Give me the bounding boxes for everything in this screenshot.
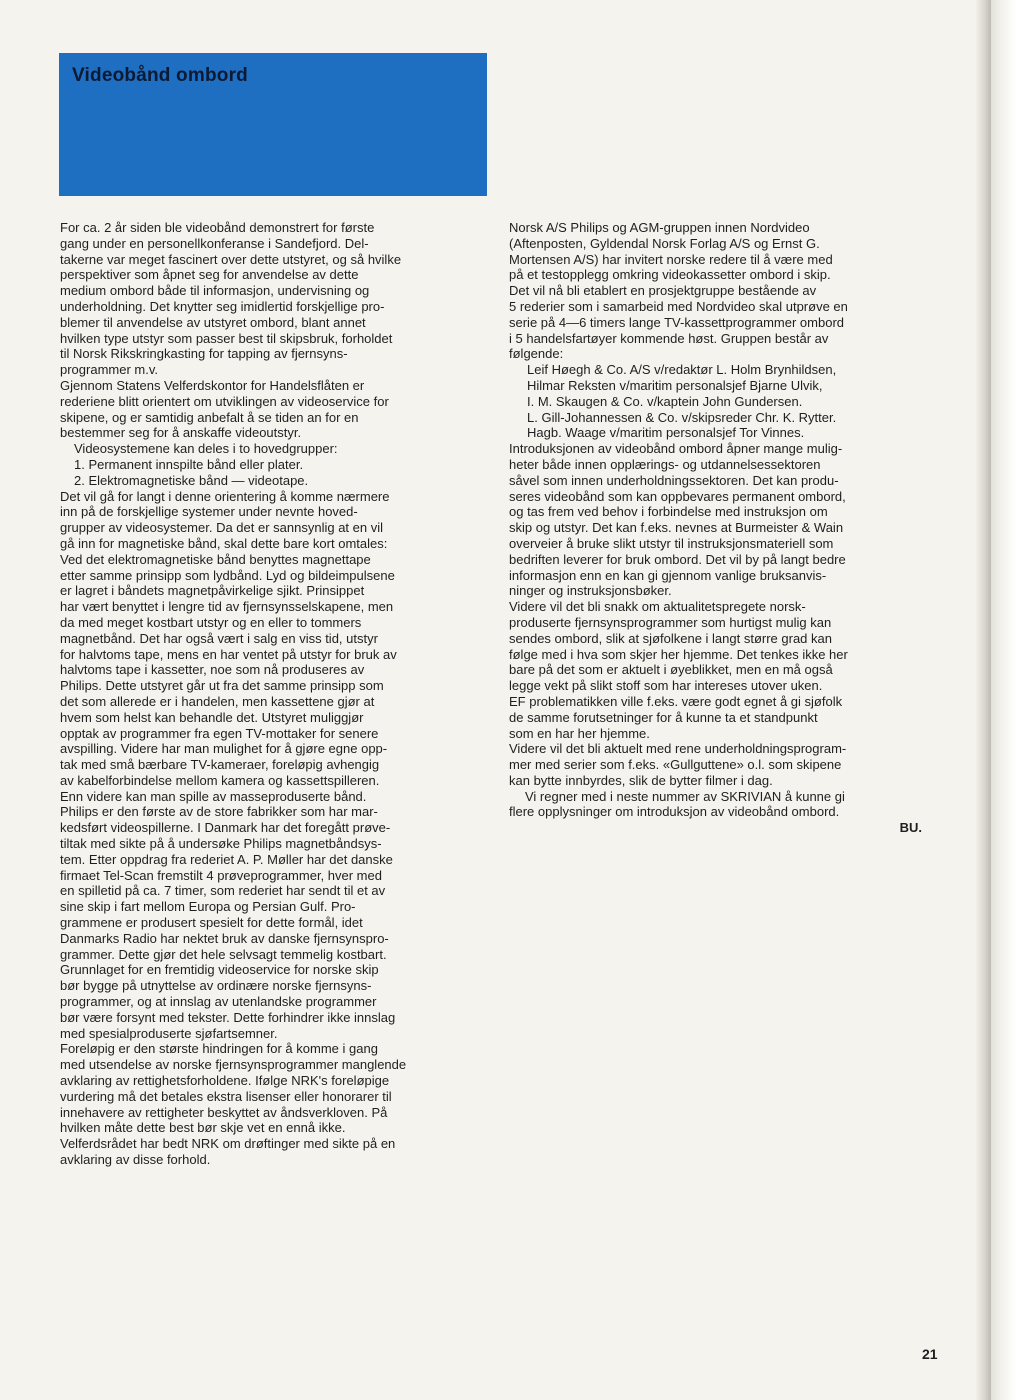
text-line: grammene er produsert spesielt for dette formål, idet	[60, 915, 363, 931]
text-line: medium ombord både til informasjon, undervisning og	[60, 283, 370, 299]
text-line: som en har her hjemme.	[509, 725, 650, 741]
text-line: mer med serier som f.eks. «Gullguttene» o.l. som skipene	[509, 757, 842, 773]
list-item: Hagb. Waage v/maritim personalsjef Tor Vinnes.	[527, 425, 805, 441]
list-item: 2. Elektromagnetiske bånd — videotape.	[74, 472, 309, 488]
text-line: kedsført videospillerne. I Danmark har det foregått prøve-	[60, 820, 391, 836]
list-item: I. M. Skaugen & Co. v/kaptein John Gundersen.	[527, 393, 803, 409]
text-line: Videre vil det bli snakk om aktualitetspregete norsk-	[509, 599, 806, 615]
text-line: følgende:	[509, 346, 564, 362]
text-line: Danmarks Radio har nektet bruk av danske fjernsynspro-	[60, 930, 389, 946]
text-line: Philips er den første av de store fabrikker som har mar-	[60, 804, 378, 820]
text-line: vurdering må det betales ekstra lisenser eller honorarer til	[60, 1088, 392, 1104]
text-line: Videosystemene kan deles i to hovedgrupper:	[74, 441, 338, 457]
text-line: Videre vil det bli aktuelt med rene underholdningsprogram-	[509, 741, 847, 757]
text-line: hvilken type utstyr som passer best til skipsbruk, forholdet	[60, 330, 393, 346]
text-line: etter samme prinsipp som lydbånd. Lyd og bildeimpulsene	[60, 567, 395, 583]
text-line: hvilken måte dette best bør skje vet en ennå ikke.	[60, 1120, 346, 1136]
text-line: Vi regner med i neste nummer av SKRIVIAN å kunne gi	[525, 788, 845, 804]
text-line: i 5 handelsfartøyer kommende høst. Gruppen består av	[509, 330, 829, 346]
left-column	[60, 220, 490, 1168]
text-line: Introduksjonen av videobånd ombord åpner mange mulig-	[509, 441, 843, 457]
text-line: Philips. Dette utstyret går ut fra det samme prinsipp som	[60, 678, 384, 694]
text-line: bestemmer seg for å anskaffe videoutstyr.	[60, 425, 302, 441]
text-line: gå inn for magnetiske bånd, skal dette bare kort omtales:	[60, 535, 388, 551]
text-line: EF problematikken ville f.eks. være godt egnet å gi sjøfolk	[509, 693, 843, 709]
text-line: såvel som innen underholdningssektoren. Det kan produ-	[509, 472, 839, 488]
text-line: ninger og instruksjonsbøker.	[509, 583, 672, 599]
text-line: Grunnlaget for en fremtidig videoservice for norske skip	[60, 962, 379, 978]
text-line: tem. Etter oppdrag fra rederiet A. P. Møller har det danske	[60, 851, 393, 867]
text-line: informasjon enn en kan gi gjennom vanlige bruksanvis-	[509, 567, 827, 583]
page-number: 21	[922, 1346, 938, 1362]
text-line: serie på 4—6 timers lange TV-kassettprogrammer ombord	[509, 314, 845, 330]
text-line: skipene, og er samtidig anbefalt å se tiden an for en	[60, 409, 359, 425]
text-line: har vært benyttet i lengre tid av fjernsynsselskapene, men	[60, 599, 394, 615]
text-line: bare på det som er aktuelt i øyeblikket, men en må også	[509, 662, 833, 678]
author-signature: BU.	[899, 820, 922, 836]
text-line: er lagret i båndets magnetpåvirkelige sjikt. Prinsippet	[60, 583, 365, 599]
text-line: Det vil gå for langt i denne orientering å komme nærmere	[60, 488, 390, 504]
text-line: tiltak med sikte på å undersøke Philips magnetbåndsys-	[60, 836, 382, 852]
text-line: Gjennom Statens Velferdskontor for Handelsflåten er	[60, 377, 365, 393]
text-line: bør bygge på utnyttelse av ordinære norske fjernsyns-	[60, 978, 372, 994]
text-line: firmaet Tel-Scan fremstilt 4 prøveprogrammer, hver med	[60, 867, 382, 883]
text-line: For ca. 2 år siden ble videobånd demonstrert for første	[60, 220, 375, 235]
text-line: takerne var meget fascinert over dette utstyret, og så hvilke	[60, 251, 402, 267]
text-line: (Aftenposten, Gyldendal Norsk Forlag A/S og Ernst G.	[509, 235, 820, 251]
text-line: flere opplysninger om introduksjon av videobånd ombord.	[509, 804, 840, 820]
text-line: bør være forsynt med tekster. Dette forhindrer ikke innslag	[60, 1009, 396, 1025]
article-title: Videobånd ombord	[72, 65, 248, 86]
text-line: på et testopplegg omkring videokassetter ombord i skip.	[509, 267, 831, 283]
list-item: Hilmar Reksten v/maritim personalsjef Bjarne Ulvik,	[527, 377, 823, 393]
text-line: med spesialproduserte sjøfartsemner.	[60, 1025, 278, 1041]
text-line: bedriften leverer for bruk ombord. Det vil by på langt bedre	[509, 551, 846, 567]
text-line: gang under en personellkonferanse i Sandefjord. Del-	[60, 235, 369, 251]
text-line: Velferdsrådet har bedt NRK om drøftinger med sikte på en	[60, 1136, 396, 1152]
text-line: rederiene blitt orientert om utviklingen av videoservice for	[60, 393, 389, 409]
list-item: Leif Høegh & Co. A/S v/redaktør L. Holm Brynhildsen,	[527, 362, 837, 378]
text-line: avklaring av disse forhold.	[60, 1152, 211, 1168]
text-line: grammer. Dette gjør det hele selvsagt temmelig kostbart.	[60, 946, 387, 962]
page-edge-shadow	[975, 0, 991, 1400]
text-line: og tas frem ved behov i forbindelse med instruksjon om	[509, 504, 828, 520]
text-line: legge vekt på slikt stoff som har intereses utover uken.	[509, 678, 823, 694]
text-line: overveier å bruke slikt utstyr til instruksjonsmateriell som	[509, 535, 834, 551]
text-line: da med meget kostbart utstyr og en eller to tommers	[60, 614, 362, 630]
text-line: 5 rederier som i samarbeid med Nordvideo skal utprøve en	[509, 298, 848, 314]
text-line: programmer, og at innslag av utenlandske programmer	[60, 994, 377, 1010]
text-line: innehavere av rettigheter beskyttet av åndsverkloven. På	[60, 1104, 388, 1120]
text-line: magnetbånd. Det har også vært i salg en viss tid, utstyr	[60, 630, 378, 646]
text-line: kan bytte innbyrdes, slik de bytter filmer i dag.	[509, 772, 773, 788]
binding-edge	[991, 0, 1016, 1400]
text-line: de samme forutsetninger for å kunne ta et standpunkt	[509, 709, 818, 725]
text-line: avklaring av rettighetsforholdene. Ifølge NRK's foreløpige	[60, 1073, 390, 1089]
text-line: avspilling. Videre har man mulighet for å gjøre egne opp-	[60, 741, 388, 757]
text-line: Foreløpig er den største hindringen for å komme i gang	[60, 1041, 378, 1057]
right-column	[509, 220, 944, 836]
text-line: seres videobånd som kan oppbevares permanent ombord,	[509, 488, 846, 504]
title-banner	[59, 53, 487, 196]
text-line: produserte fjernsynsprogrammer som hurtigst mulig kan	[509, 614, 832, 630]
text-line: med utsendelse av norske fjernsynsprogrammer manglende	[60, 1057, 407, 1073]
text-line: inn på de forskjellige systemer under nevnte hoved-	[60, 504, 358, 520]
text-line: opptak av programmer fra egen TV-mottaker for senere	[60, 725, 379, 741]
text-line: blemer til anvendelse av utstyret ombord, blant annet	[60, 314, 366, 330]
text-line: Mortensen A/S) har invitert norske redere til å være med	[509, 251, 833, 267]
text-line: følge med i hva som skjer her hjemme. Det tenkes ikke her	[509, 646, 848, 662]
text-line: en spilletid på ca. 7 timer, som rederiet har sendt til et av	[60, 883, 386, 899]
text-line: programmer m.v.	[60, 362, 158, 378]
text-line: Enn videre kan man spille av masseproduserte bånd.	[60, 788, 367, 804]
text-line: hvem som helst kan behandle det. Utstyret muliggjør	[60, 709, 364, 725]
text-line: tak med små bærbare TV-kameraer, foreløpig avhengig	[60, 757, 380, 773]
text-line: grupper av videosystemer. Da det er sannsynlig at en vil	[60, 520, 384, 536]
text-line: underholdning. Det knytter seg imidlertid forskjellige pro-	[60, 298, 385, 314]
text-line: det som allerede er i handelen, men kassettene gjør at	[60, 693, 375, 709]
text-line: sendes ombord, slik at sjøfolkene i langt større grad kan	[509, 630, 832, 646]
text-line: Det vil nå bli etablert en prosjektgruppe bestående av	[509, 283, 817, 299]
text-line: Norsk A/S Philips og AGM-gruppen innen Nordvideo	[509, 220, 810, 235]
text-line: halvtoms tape i kassetter, noe som nå produseres av	[60, 662, 365, 678]
list-item: 1. Permanent innspilte bånd eller plater.	[74, 456, 304, 472]
list-item: L. Gill-Johannessen & Co. v/skipsreder Chr. K. Rytter.	[527, 409, 837, 425]
text-line: perspektiver som åpnet seg for anvendelse av dette	[60, 267, 359, 283]
text-line: for halvtoms tape, mens en har ventet på utstyr for bruk av	[60, 646, 397, 662]
text-line: til Norsk Rikskringkasting for tapping av fjernsyns-	[60, 346, 348, 362]
text-line: av kabelforbindelse mellom kamera og kassettspilleren.	[60, 772, 380, 788]
text-line: heter både innen opplærings- og utdannelsessektoren	[509, 456, 821, 472]
text-line: skip og utstyr. Det kan f.eks. nevnes at Burmeister & Wain	[509, 520, 844, 536]
text-line: sine skip i fart mellom Europa og Persian Gulf. Pro-	[60, 899, 356, 915]
text-line: Ved det elektromagnetiske bånd benyttes magnettape	[60, 551, 371, 567]
